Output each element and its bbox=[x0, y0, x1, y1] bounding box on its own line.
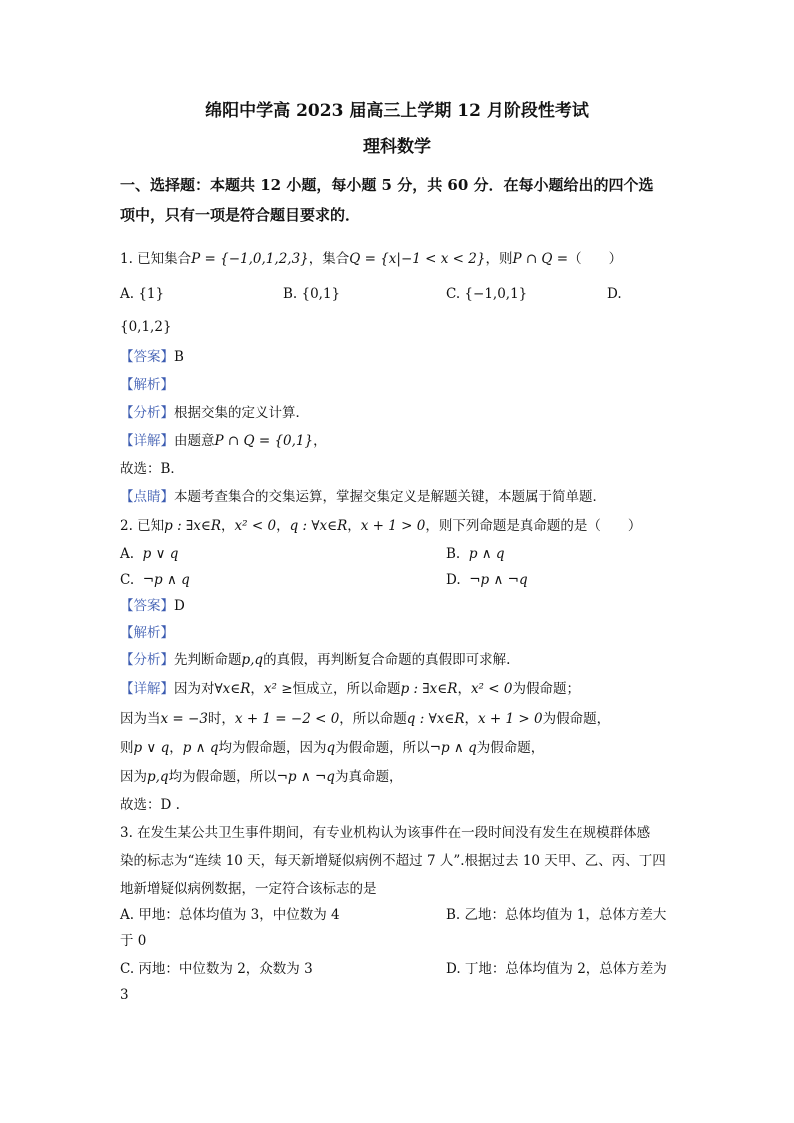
q2-d3-g: 为假命题，所以 bbox=[335, 740, 430, 756]
q1-stem-c: ，则 bbox=[485, 251, 513, 267]
q1-answer-value: B bbox=[174, 349, 184, 365]
q3-option-b-cont: 于 0 bbox=[120, 933, 147, 949]
q1-option-b: B. {0,1} bbox=[283, 286, 341, 302]
q2-d1-c: ， bbox=[250, 681, 264, 697]
q2-stem-b: ，则下列命题是真命题的是（ ） bbox=[425, 518, 642, 534]
q1-xiangjie-tag: 【详解】 bbox=[120, 433, 174, 449]
q1-fenxi-text: 根据交集的定义计算． bbox=[174, 405, 309, 421]
q2-d1-e: 恒成立，所以命题 bbox=[292, 681, 401, 697]
q1-xiangjie-b: ， bbox=[313, 433, 327, 449]
q2-d1-a: 因为对 bbox=[174, 681, 215, 697]
q2-fenxi-pq: p,q bbox=[241, 652, 264, 668]
q1-answer-tag: 【答案】 bbox=[120, 349, 174, 365]
q1-stem-b: ，集合 bbox=[308, 251, 350, 267]
q1-stem-a: 1. 已知集合 bbox=[120, 251, 192, 267]
q2-d2-g: ， bbox=[464, 711, 478, 727]
q1-fenxi bbox=[120, 404, 309, 422]
q2-d4-e: 为真命题， bbox=[334, 769, 403, 785]
q3-option-b: B. 乙地：总体均值为 1，总体方差大 bbox=[446, 907, 667, 923]
q1-set-q: Q = {x|−1 < x < 2} bbox=[349, 251, 486, 267]
page-title: 绵阳中学高 2023 届高三上学期 12 月阶段性考试 bbox=[205, 101, 589, 121]
q2-d4-a: 因为 bbox=[120, 769, 147, 785]
q2-d2-c: 时， bbox=[207, 711, 235, 727]
q2-d3-b: p ∨ q bbox=[133, 740, 170, 756]
q1-answer bbox=[120, 348, 184, 366]
q2-d1-g: ， bbox=[457, 681, 471, 697]
q2-d3-f: q bbox=[326, 740, 336, 756]
q1-option-d-value: {0,1,2} bbox=[120, 319, 172, 335]
q2-d3-d: p ∧ q bbox=[182, 740, 219, 756]
q2-fenxi bbox=[120, 651, 510, 669]
q2-option-c-label: C. bbox=[120, 572, 135, 588]
q2-sep1: ， bbox=[221, 518, 235, 534]
q1-dianjing bbox=[120, 488, 606, 506]
q2-fenxi-b: 的真假，再判断复合命题的真假即可求解. bbox=[263, 652, 511, 668]
q2-sep3: ， bbox=[347, 518, 361, 534]
q2-option-d-expr: ¬p ∧ ¬q bbox=[469, 572, 528, 588]
q2-option-c-expr: ¬p ∧ q bbox=[142, 572, 190, 588]
section-heading-line2: 项中，只有一项是符合题目要求的． bbox=[120, 206, 361, 224]
q2-analysis-tag: 【解析】 bbox=[120, 625, 174, 641]
q1-conclusion: 故选：B． bbox=[120, 461, 184, 477]
q2-stem bbox=[120, 517, 641, 535]
q1-expr: P ∩ Q = bbox=[512, 251, 569, 267]
q2-d3-i: 为假命题， bbox=[476, 740, 545, 756]
q2-detail-line3 bbox=[120, 739, 544, 757]
q2-d1-h: x² < 0 bbox=[470, 681, 513, 697]
page-subtitle: 理科数学 bbox=[363, 137, 431, 157]
q2-d2-d: x + 1 = −2 < 0 bbox=[234, 711, 340, 727]
q2-option-d-label: D. bbox=[446, 572, 461, 588]
q2-option-a-expr: p ∨ q bbox=[142, 546, 179, 562]
q2-d3-c: ， bbox=[169, 740, 183, 756]
q3-option-d: D. 丁地：总体均值为 2，总体方差为 bbox=[446, 961, 667, 977]
q1-option-c: C. {−1,0,1} bbox=[446, 286, 528, 302]
q1-dianjing-tag: 【点睛】 bbox=[120, 489, 174, 505]
q2-p-def: p : ∃x∈R bbox=[164, 518, 222, 534]
q2-answer-tag: 【答案】 bbox=[120, 598, 174, 614]
q3-option-d-cont: 3 bbox=[120, 987, 129, 1003]
q2-d2-f: q : ∀x∈R bbox=[406, 711, 465, 727]
q2-option-c bbox=[120, 571, 190, 589]
q1-set-p: P = {−1,0,1,2,3} bbox=[191, 251, 309, 267]
q2-option-b-expr: p ∧ q bbox=[468, 546, 505, 562]
q2-d2-a: 因为当 bbox=[120, 711, 161, 727]
q1-paren: （ ） bbox=[568, 251, 623, 267]
q2-d1-b: ∀x∈R bbox=[214, 681, 251, 697]
q3-stem-line1: 3. 在发生某公共卫生事件期间，有专业机构认为该事件在一段时间没有发生在规模群体感 bbox=[120, 825, 651, 841]
q2-xiangjie-tag: 【详解】 bbox=[120, 681, 174, 697]
q2-d1-i: 为假命题； bbox=[512, 681, 580, 697]
q2-d1-d: x² ≥ bbox=[263, 681, 293, 697]
q2-detail-line2 bbox=[120, 710, 610, 728]
q2-option-b bbox=[446, 545, 505, 563]
q2-d2-i: 为假命题， bbox=[542, 711, 611, 727]
q2-fenxi-a: 先判断命题 bbox=[174, 652, 242, 668]
q2-d2-e: ，所以命题 bbox=[339, 711, 407, 727]
q2-fenxi-tag: 【分析】 bbox=[120, 652, 174, 668]
q2-d4-c: 均为假命题，所以 bbox=[168, 769, 277, 785]
q2-option-a-label: A. bbox=[120, 546, 135, 562]
q2-d4-b: p,q bbox=[147, 769, 169, 785]
q2-d3-e: 均为假命题，因为 bbox=[218, 740, 327, 756]
q1-xiangjie bbox=[120, 432, 327, 450]
q1-stem bbox=[120, 250, 622, 268]
q1-xiangjie-a: 由题意 bbox=[174, 433, 215, 449]
q2-option-b-label: B. bbox=[446, 546, 461, 562]
q3-option-c: C. 丙地：中位数为 2，众数为 3 bbox=[120, 961, 313, 977]
q2-detail-line1 bbox=[120, 680, 580, 698]
q2-q-cond: x + 1 > 0 bbox=[360, 518, 426, 534]
q2-d2-h: x + 1 > 0 bbox=[478, 711, 543, 727]
section-heading-line1: 一、选择题：本题共 12 小题，每小题 5 分，共 60 分．在每小题给出的四个选 bbox=[120, 176, 654, 194]
q2-d4-d: ¬p ∧ ¬q bbox=[276, 769, 335, 785]
q1-dianjing-text: 本题考查集合的交集运算，掌握交集定义是解题关键，本题属于简单题． bbox=[174, 489, 606, 505]
q2-d3-h: ¬p ∧ q bbox=[429, 740, 477, 756]
q2-d3-a: 则 bbox=[120, 740, 134, 756]
q1-fenxi-tag: 【分析】 bbox=[120, 405, 174, 421]
q2-d1-f: p : ∃x∈R bbox=[400, 681, 458, 697]
q1-xiangjie-expr: P ∩ Q = {0,1} bbox=[214, 433, 314, 449]
q2-detail-line4 bbox=[120, 768, 402, 786]
q3-option-a: A. 甲地：总体均值为 3，中位数为 4 bbox=[120, 907, 340, 923]
q2-sep2: ， bbox=[276, 518, 290, 534]
q2-d2-b: x = −3 bbox=[160, 711, 208, 727]
q2-q-def: q : ∀x∈R bbox=[289, 518, 348, 534]
q2-p-cond: x² < 0 bbox=[234, 518, 277, 534]
q3-stem-line3: 地新增疑似病例数据，一定符合该标志的是 bbox=[120, 881, 377, 897]
q2-answer-value: D bbox=[174, 598, 185, 614]
q1-option-d: D. bbox=[607, 286, 622, 302]
q2-stem-a: 2. 已知 bbox=[120, 518, 165, 534]
q2-option-d bbox=[446, 571, 528, 589]
q2-answer bbox=[120, 597, 185, 615]
q2-option-a bbox=[120, 545, 178, 563]
q2-conclusion: 故选：D . bbox=[120, 797, 180, 813]
q3-stem-line2: 染的标志为“连续 10 天，每天新增疑似病例不超过 7 人”.根据过去 10 天甲、乙、丙、丁四 bbox=[120, 853, 666, 869]
q1-analysis-tag: 【解析】 bbox=[120, 377, 174, 393]
q1-option-a: A. {1} bbox=[120, 286, 165, 302]
